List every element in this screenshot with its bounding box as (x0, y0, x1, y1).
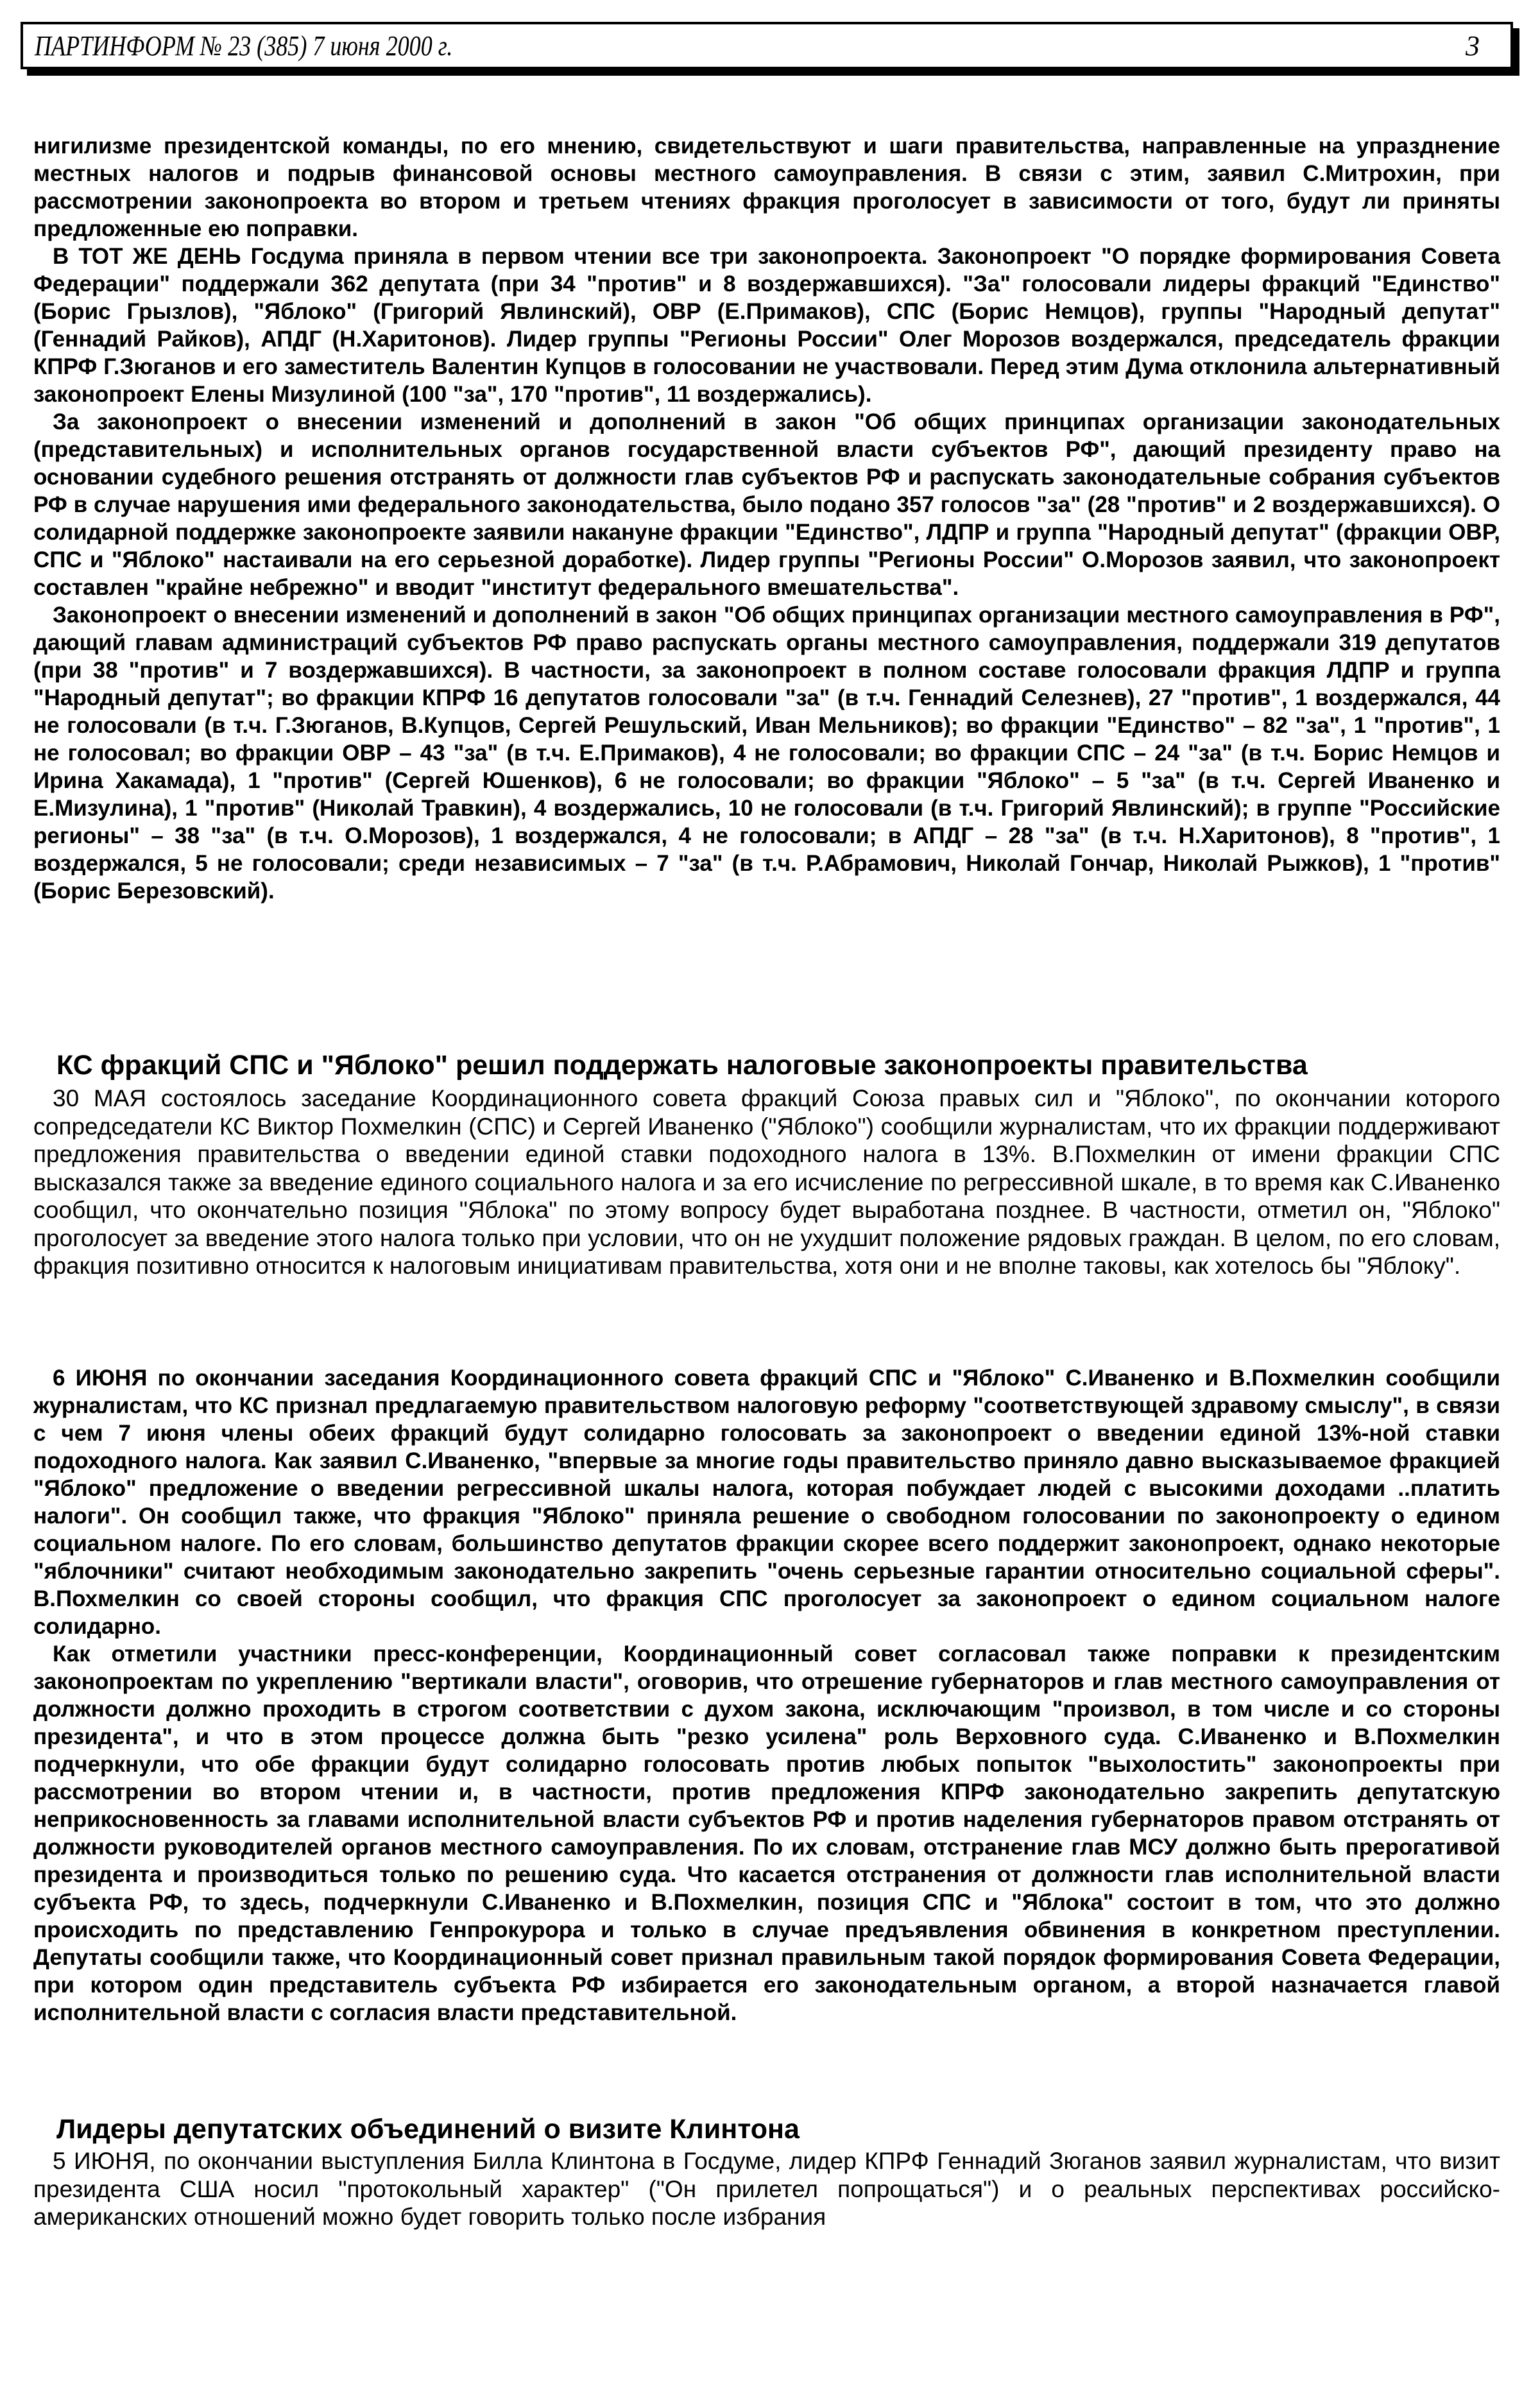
publication-title: ПАРТИНФОРМ № 23 (385) 7 июня 2000 г. (35, 30, 453, 62)
paragraph: 6 ИЮНЯ по окончании заседания Координационного совета фракций СПС и "Яблоко" С.Иваненко и В.Похмелкин сообщили журналистам, что КС признал предлагаемую правительством налоговую реформу "соответствующей здравому смыслу", в связи с чем 7 июня члены обеих фракций будут солидарно голосовать за законопроект о введении единой 13%-ной ставки подоходного налога. Как заявил С.Иваненко, "впервые за многие годы правительство приняло давно высказываемое фракцией "Яблоко" предложение о введении регрессивной шкалы налога, которая побуждает людей с высокими доходами ..платить налоги". Он сообщил также, что фракция "Яблоко" приняла решение о свободном голосовании по законопроекту о едином социальном налоге. По его словам, большинство депутатов фракции скорее всего поддержит законопроект, однако некоторые "яблочники" считают необходимым законодательно закрепить "очень серьезные гарантии относительно социальной сферы". В.Похмелкин со своей стороны сообщил, что фракция СПС проголосует за законопроект о едином социальном налоге солидарно. (33, 1366, 1500, 1639)
article-headline: КС фракций СПС и "Яблоко" решил поддержать налоговые законопроекты правительства (56, 1050, 1308, 1081)
paragraph: Как отметили участники пресс-конференции, Координационный совет согласовал также поправки к президентским законопроектам по укреплению "вертикали власти", оговорив, что отрешение губернаторов и глав местного самоуправления от должности должно проходить в строгом соответствии с духом закона, исключающим "произвол, в том числе и со стороны президента", и что в этом процессе должна быть "резко усилена" роль Верховного суда. С.Иваненко и В.Похмелкин подчеркнули, что обе фракции будут солидарно голосовать против любых попыток "выхолостить" законопроекты при рассмотрении во втором чтении и, в частности, против предложения КПРФ законодательно закрепить депутатскую неприкосновенность за главами исполнительной власти субъектов РФ и против наделения губернаторов правом отстранять от должности руководителей органов местного самоуправления. По их словам, отстранение глав МСУ должно быть прерогативой президента и производиться только по решению суда. Что касается отстранения от должности глав исполнительной власти субъекта РФ, то здесь, подчеркнули С.Иваненко и В.Похмелкин, позиция СПС и "Яблока" состоит в том, что это должно происходить по представлению Генпрокурора и только в случае предъявления обвинения в конкретном преступлении. Депутаты сообщили также, что Координационный совет признал правильным такой порядок формирования Совета Федерации, при котором один представитель субъекта РФ избирается его законодательным органом, а второй назначается главой исполнительной власти с согласия власти представительной. (33, 1641, 1500, 2025)
article-lead (33, 2147, 1500, 2231)
paragraph: За законопроект о внесении изменений и дополнений в закон "Об общих принципах организации законодательных (представительных) и исполнительных органов государственной власти субъектов РФ", дающий президенту право на основании судебного решения отстранять от должности глав субъектов РФ и распускать законодательные собрания субъектов РФ в случае нарушения ими федерального законодательства, было подано 357 голосов "за" (28 "против" и 2 воздержавшихся). О солидарной поддержке законопроекте заявили накануне фракции "Единство", ЛДПР и группа "Народный депутат" (фракции ОВР, СПС и "Яблоко" настаивали на его серьезной доработке). Лидер группы "Регионы России" О.Морозов заявил, что законопроект составлен "крайне небрежно" и вводит "институт федерального вмешательства". (33, 409, 1500, 600)
paragraph: 5 ИЮНЯ, по окончании выступления Билла Клинтона в Госдуме, лидер КПРФ Геннадий Зюганов заявил журналистам, что визит президента США носил "протокольный характер" ("Он прилетел попрощаться") и о реальных перспективах российско-американских отношений можно будет говорить только после избрания (33, 2148, 1500, 2230)
page-number: 3 (1466, 30, 1480, 62)
paragraph: Законопроект о внесении изменений и дополнений в закон "Об общих принципах организации местного самоуправления в РФ", дающий главам администраций субъектов РФ право распускать органы местного самоуправления, поддержали 319 депутатов (при 38 "против" и 7 воздержавшихся). В частности, за законопроект в полном составе голосовали фракция ЛДПР и группа "Народный депутат"; во фракции КПРФ 16 депутатов голосовали "за" (в т.ч. Геннадий Селезнев), 27 "против", 1 воздержался, 44 не голосовали (в т.ч. Г.Зюганов, В.Купцов, Сергей Решульский, Иван Мельников); во фракции "Единство" – 82 "за", 1 "против", 1 не голосовал; во фракции ОВР – 43 "за" (в т.ч. Е.Примаков), 4 не голосовали; во фракции СПС – 24 "за" (в т.ч. Борис Немцов и Ирина Хакамада), 1 "против" (Сергей Юшенков), 6 не голосовали; во фракции "Яблоко" – 5 "за" (в т.ч. Сергей Иваненко и Е.Мизулина), 1 "против" (Николай Травкин), 4 воздержались, 10 не голосовали (в т.ч. Григорий Явлинский); в группе "Российские регионы" – 38 "за" (в т.ч. О.Морозов), 1 воздержался, 4 не голосовали; в АПДГ – 28 "за" (в т.ч. Н.Харитонов), 8 "против", 1 воздержался, 5 не голосовали; среди независимых – 7 "за" (в т.ч. Р.Абрамович, Николай Гончар, Николай Рыжков), 1 "против" (Борис Березовский). (33, 603, 1500, 904)
article-body (33, 1364, 1500, 2026)
continued-article (33, 132, 1500, 905)
paragraph: В ТОТ ЖЕ ДЕНЬ Госдума приняла в первом чтении все три законопроекта. Законопроект "О порядке формирования Совета Федерации" поддержали 362 депутата (при 34 "против" и 8 воздержавшихся). "За" голосовали лидеры фракций "Единство" (Борис Грызлов), "Яблоко" (Григорий Явлинский), ОВР (Е.Примаков), СПС (Борис Немцов), группы "Народный депутат" (Геннадий Райков), АПДГ (Н.Харитонов). Лидер группы "Регионы России" Олег Морозов воздержался, председатель фракции КПРФ Г.Зюганов и его заместитель Валентин Купцов в голосовании не участвовали. Перед этим Дума отклонила альтернативный законопроект Елены Мизулиной (100 "за", 170 "против", 11 воздержались). (33, 244, 1500, 407)
article-lead (33, 1084, 1500, 1280)
article-headline: Лидеры депутатских объединений о визите Клинтона (56, 2114, 800, 2145)
paragraph: 30 МАЯ состоялось заседание Координационного совета фракций Союза правых сил и "Яблоко", по окончании которого сопредседатели КС Виктор Похмелкин (СПС) и Сергей Иваненко ("Яблоко") сообщили журналистам, что их фракции поддерживают предложения правительства о введении единой ставки подоходного налога в 13%. В.Похмелкин от имени фракции СПС высказался также за введение единого социального налога и за его исчисление по регрессивной шкале, в то время как С.Иваненко сообщил, что окончательно позиция "Яблока" по этому вопросу будет выработана позднее. В частности, отметил он, "Яблоко" проголосует за введение этого налога только при условии, что он не ухудшит положение рядовых граждан. В целом, по его словам, фракция позитивно относится к налоговым инициативам правительства, хотя они и не вполне таковы, как хотелось бы "Яблоку". (33, 1085, 1500, 1279)
page-header (21, 22, 1513, 69)
paragraph: нигилизме президентской команды, по его мнению, свидетельствуют и шаги правительства, направленные на упразднение местных налогов и подрыв финансовой основы местного самоуправления. В связи с этим, заявил С.Митрохин, при рассмотрении законопроекта во втором и третьем чтениях фракция проголосует в зависимости от того, будут ли приняты предложенные ею поправки. (33, 133, 1500, 241)
